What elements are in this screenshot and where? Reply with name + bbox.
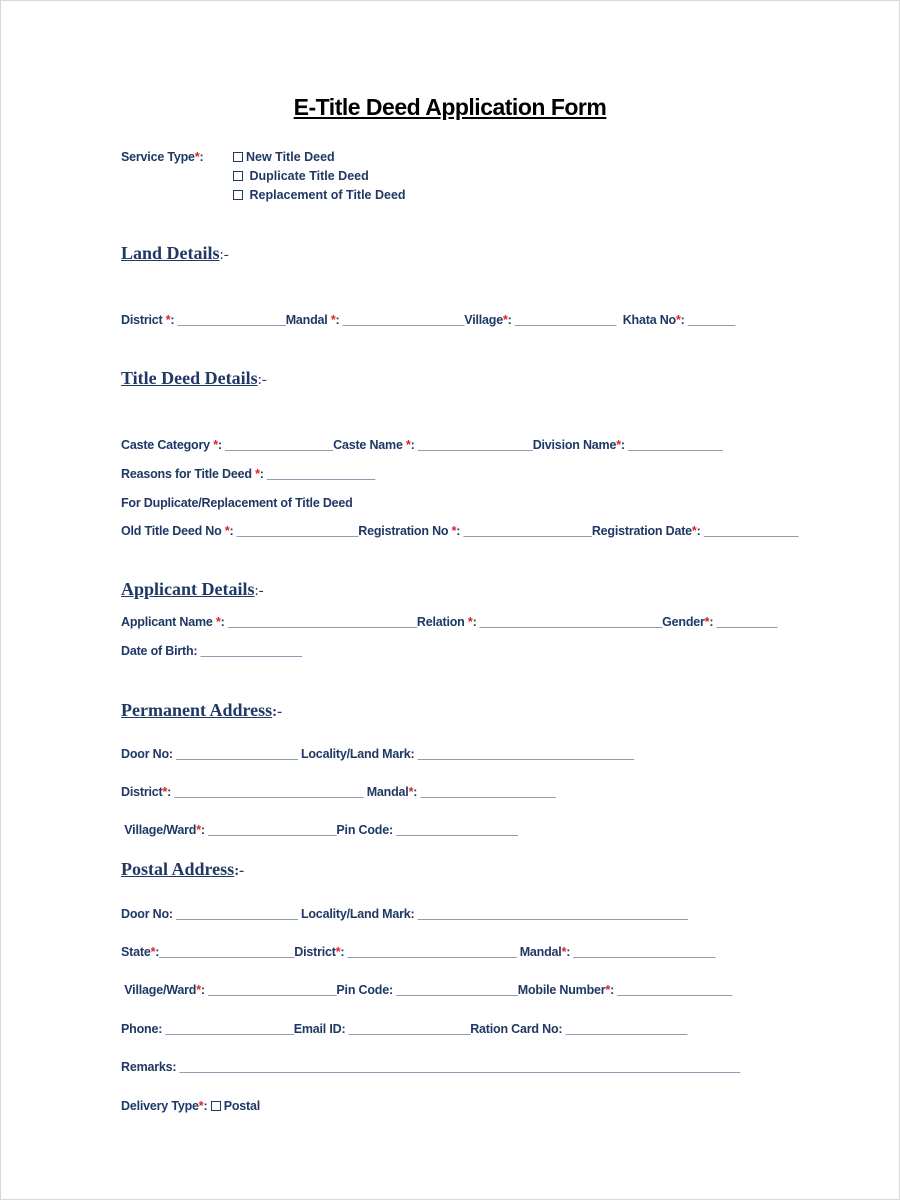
title-deed-details-heading: Title Deed Details:- (121, 368, 267, 388)
applicant-details-heading: Applicant Details:- (121, 579, 264, 599)
postal-door-row[interactable]: Door No: __________________ Locality/Land Mark: ________________________________________ (121, 907, 688, 921)
delivery-type-row: Delivery Type*: Postal (121, 1099, 260, 1113)
checkbox-icon[interactable] (233, 190, 243, 200)
dob-row[interactable]: Date of Birth: _______________ (121, 644, 302, 658)
reasons-row[interactable]: Reasons for Title Deed *: ________________ (121, 467, 376, 481)
postal-state-row[interactable]: State*:____________________District*: _________________________ Mandal*: _____________________ (121, 945, 716, 959)
old-deed-row[interactable]: Old Title Deed No *: __________________Registration No *: ___________________Registration Date*: ______________ (121, 524, 799, 538)
remarks-row[interactable]: Remarks: ___________________________________________________________________________________ (121, 1060, 741, 1074)
land-details-row[interactable]: District *: ________________Mandal *: __________________Village*: _______________ Khata No*: _______ (121, 313, 736, 327)
duplicate-note: For Duplicate/Replacement of Title Deed (121, 496, 353, 510)
service-option-duplicate[interactable]: Duplicate Title Deed (233, 169, 369, 183)
form-title: E-Title Deed Application Form (293, 94, 607, 120)
checkbox-icon[interactable] (233, 152, 243, 162)
applicant-row[interactable]: Applicant Name *: ____________________________Relation *: ___________________________Gender*: _________ (121, 615, 778, 629)
postal-phone-row[interactable]: Phone: ___________________Email ID: __________________Ration Card No: __________________ (121, 1022, 688, 1036)
permanent-address-heading: Permanent Address:- (121, 700, 283, 720)
land-details-heading: Land Details:- (121, 243, 229, 263)
permanent-district-row[interactable]: District*: ____________________________ Mandal*: ____________________ (121, 785, 556, 799)
postal-address-heading: Postal Address:- (121, 859, 245, 879)
delivery-option-postal[interactable]: Postal (223, 1099, 260, 1113)
checkbox-icon[interactable] (233, 171, 243, 181)
caste-row[interactable]: Caste Category *: ________________Caste Name *: _________________Division Name*: ______________ (121, 438, 723, 452)
service-option-replacement[interactable]: Replacement of Title Deed (233, 188, 406, 202)
checkbox-icon[interactable] (211, 1101, 221, 1111)
permanent-village-row[interactable]: Village/Ward*: ___________________Pin Code: __________________ (121, 823, 518, 837)
postal-village-row[interactable]: Village/Ward*: ___________________Pin Code: __________________Mobile Number*: _________________ (121, 983, 733, 997)
service-type-label: Service Type*: (121, 150, 204, 164)
service-option-new[interactable]: New Title Deed (233, 150, 335, 164)
permanent-door-row[interactable]: Door No: __________________ Locality/Land Mark: ________________________________ (121, 747, 634, 761)
